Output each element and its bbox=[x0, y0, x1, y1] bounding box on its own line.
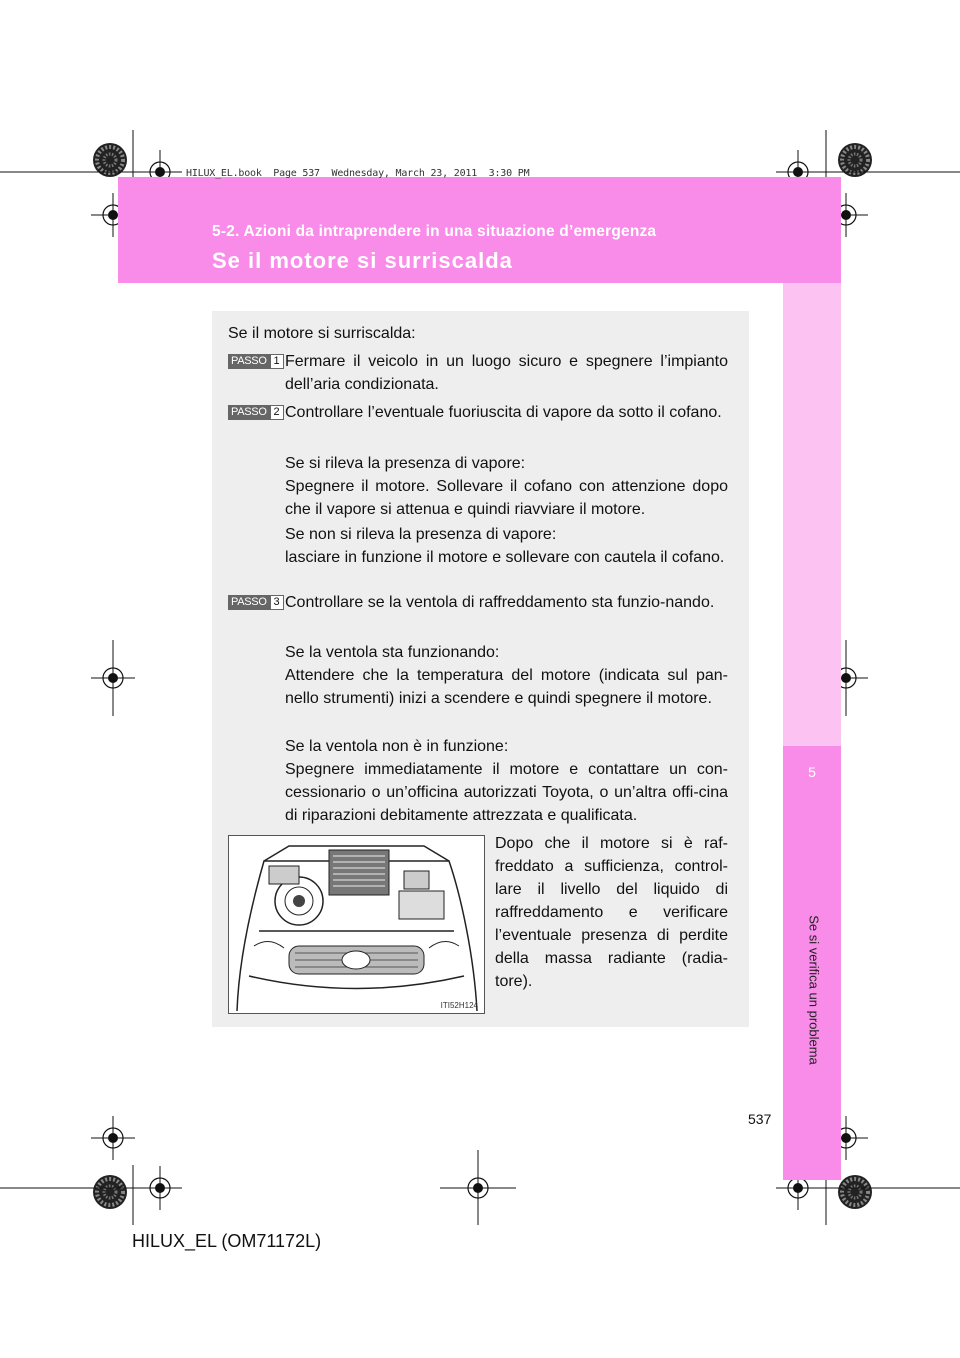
step-2-action-a: Spegnere il motore. Sollevare il cofano con attenzione dopo che il vapore si attenua e quindi riavviare il motore. bbox=[285, 478, 728, 518]
figure-code: ITI52H124 bbox=[440, 1001, 478, 1010]
page-number: 537 bbox=[748, 1111, 772, 1127]
step-2-badge bbox=[228, 405, 284, 420]
step-1-badge bbox=[228, 354, 284, 369]
step-badge-number: 3 bbox=[270, 595, 284, 610]
step-1-text: Fermare il veicolo in un luogo sicuro e spegnere l’impianto dell’aria condizionata. bbox=[285, 353, 728, 393]
step-4-text: Dopo che il motore si è raf-freddato a sufficienza, control-lare il livello del liquido di raffreddamento e verificare l’eventuale presenza di perdite della massa radiante (radia-tore). bbox=[495, 835, 728, 990]
page-title: Se il motore si surriscalda bbox=[212, 248, 513, 273]
step-badge-label: PASSO bbox=[228, 405, 270, 420]
intro-text: Se il motore si surriscalda: bbox=[228, 325, 416, 342]
step-2-condition-b: Se non si rileva la presenza di vapore: bbox=[285, 526, 557, 543]
step-badge-number: 1 bbox=[270, 354, 284, 369]
section-heading: 5-2. Azioni da intraprendere in una situazione d’emergenza bbox=[212, 223, 657, 240]
step-3-condition-a: Se la ventola sta funzionando: bbox=[285, 644, 500, 661]
chapter-tab bbox=[804, 860, 824, 1120]
manual-code: HILUX_EL (OM71172L) bbox=[132, 1231, 322, 1251]
step-3-badge bbox=[228, 595, 284, 610]
step-badge-number: 2 bbox=[270, 405, 284, 420]
step-2-action-b: lasciare in funzione il motore e sollevare con cautela il cofano. bbox=[285, 549, 725, 566]
chapter-number: 5 bbox=[808, 764, 816, 780]
step-3-text: Controllare se la ventola di raffreddamento sta funzio-nando. bbox=[285, 594, 715, 611]
step-3-condition-b: Se la ventola non è in funzione: bbox=[285, 738, 509, 755]
engine-bay-drawing bbox=[229, 836, 484, 1013]
step-badge-label: PASSO bbox=[228, 595, 270, 610]
step-badge-label: PASSO bbox=[228, 354, 270, 369]
step-2-text: Controllare l’eventuale fuoriuscita di vapore da sotto il cofano. bbox=[285, 404, 722, 421]
step-3-action-a: Attendere che la temperatura del motore (indicata sul pan-nello strumenti) inizi a scendere e quindi spegnere il motore. bbox=[285, 667, 728, 707]
step-3-action-b: Spegnere immediatamente il motore e contattare un con-cessionario o un’officina autorizzati Toyota, o un’altra offi-cina di riparazioni debitamente attrezzata e qualificata. bbox=[285, 761, 728, 824]
step-2-condition-a: Se si rileva la presenza di vapore: bbox=[285, 455, 526, 472]
chapter-title: Se si verifica un problema bbox=[806, 915, 822, 1065]
engine-bay-illustration bbox=[228, 835, 485, 1014]
file-stamp: HILUX_EL.book Page 537 Wednesday, March 23, 2011 3:30 PM bbox=[186, 168, 530, 179]
